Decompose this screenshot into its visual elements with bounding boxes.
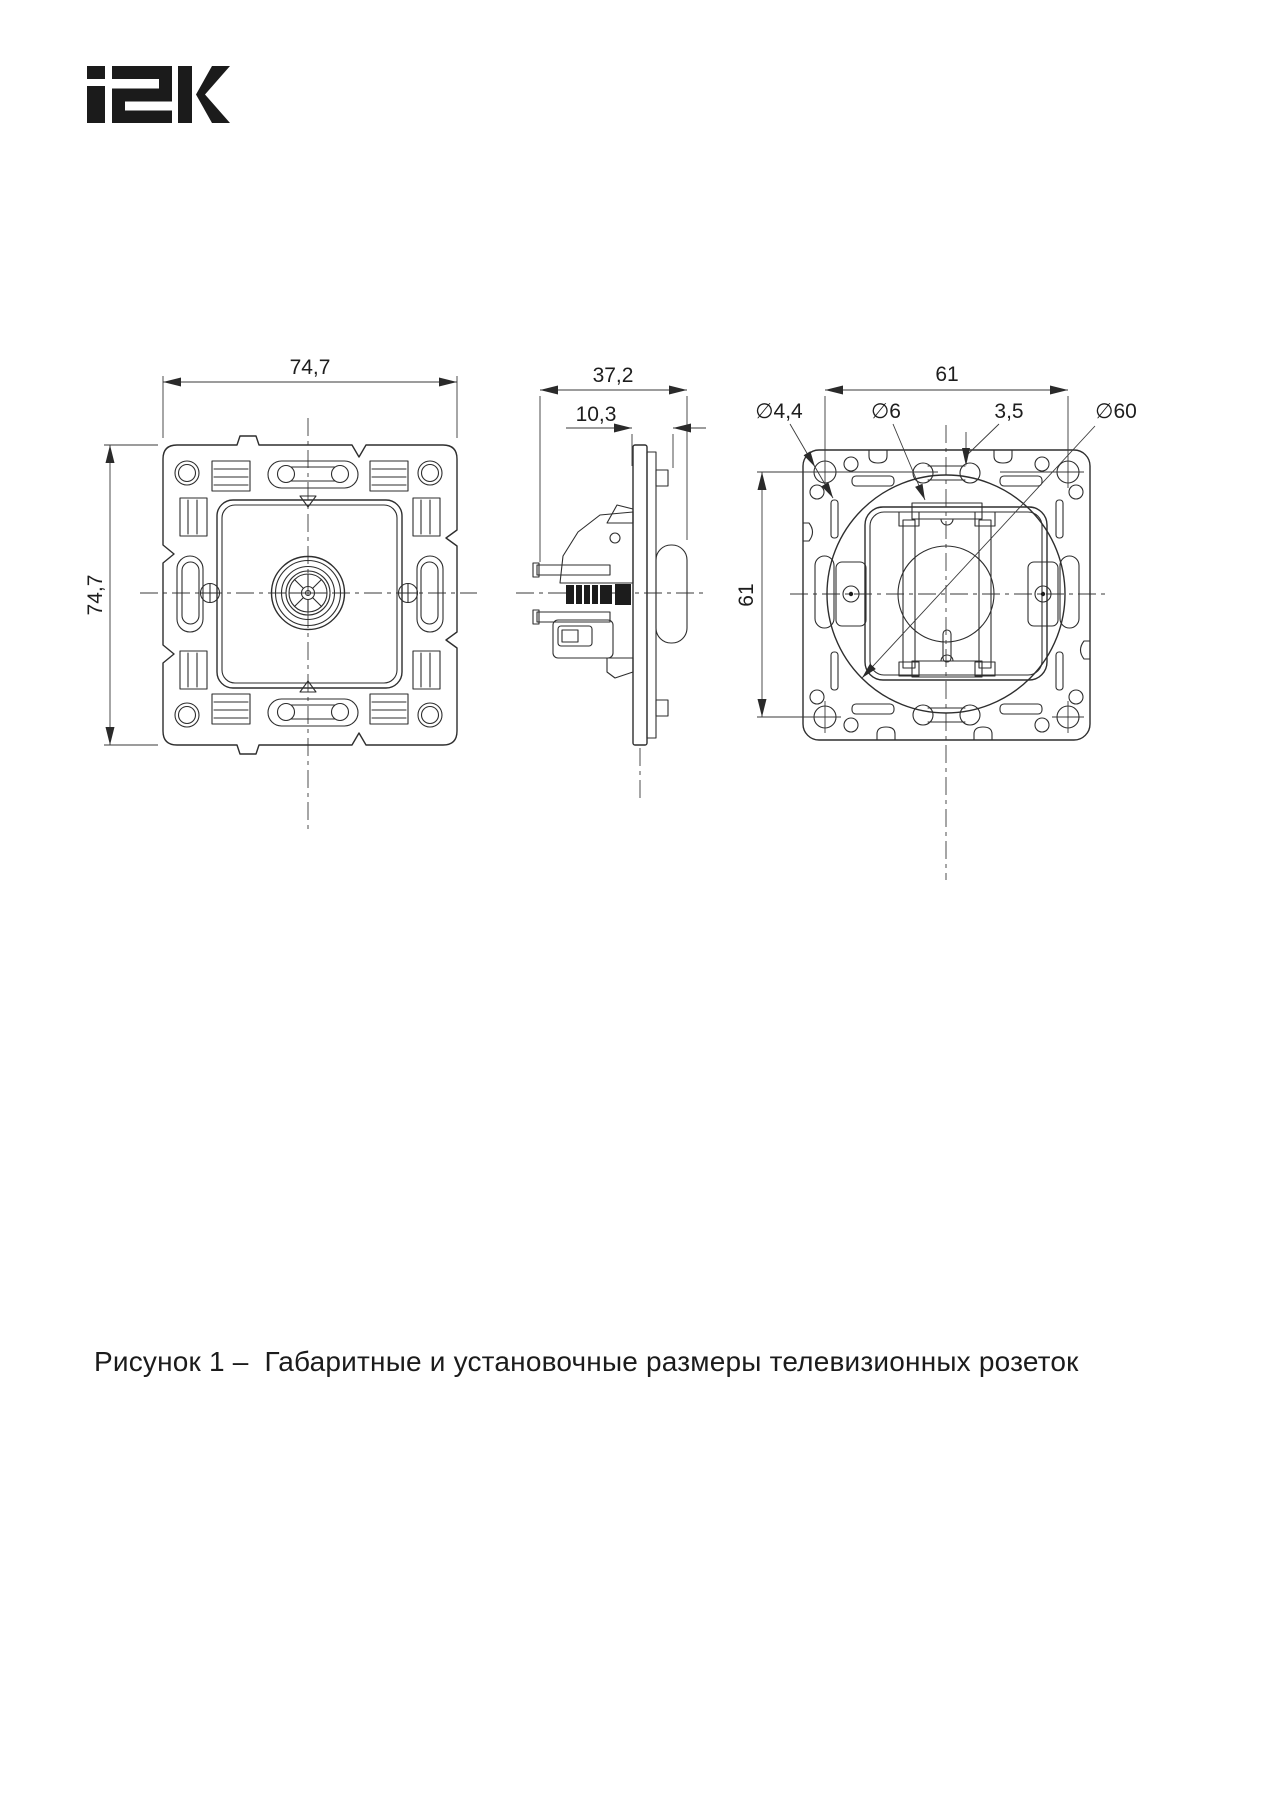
side-depth-dimension xyxy=(540,364,687,562)
rear-callout-corner-hole xyxy=(755,400,833,498)
front-right-kidney-slot xyxy=(417,556,443,632)
logo-e-glyph xyxy=(112,66,172,123)
rear-height-dimension xyxy=(735,472,814,717)
dim-front-height: 74,7 xyxy=(84,574,107,616)
side-front-depth-dimension xyxy=(566,403,706,468)
front-face-plate xyxy=(217,496,402,692)
front-width-dimension xyxy=(163,356,457,438)
rear-view xyxy=(735,363,1137,880)
rear-bottom-bone-slot xyxy=(913,705,980,725)
side-view xyxy=(516,364,706,800)
label-slot-width: 3,5 xyxy=(994,400,1024,423)
logo-k-lower-arm xyxy=(196,95,230,124)
dim-side-depth: 37,2 xyxy=(592,364,634,387)
logo-i-dot xyxy=(87,66,105,79)
front-height-dimension xyxy=(84,445,158,745)
dim-side-front-depth: 10,3 xyxy=(575,403,617,426)
rear-top-bone-slot xyxy=(913,463,980,483)
rear-width-dimension xyxy=(825,363,1068,456)
dim-rear-width: 61 xyxy=(935,363,959,386)
rear-callout-slot-width xyxy=(962,400,1024,466)
rear-mechanism xyxy=(865,503,1047,680)
rear-side-clamps xyxy=(815,556,1079,628)
front-top-slot xyxy=(268,461,358,488)
iek-logo xyxy=(87,66,230,123)
dim-rear-height: 61 xyxy=(735,583,758,607)
logo-i-stem xyxy=(87,86,105,123)
label-flange-dia: ∅60 xyxy=(1095,400,1137,423)
threaded-stud xyxy=(566,585,612,604)
logo-k-stem xyxy=(178,66,192,123)
label-slot-hole-dia: ∅6 xyxy=(871,400,901,423)
logo-k-upper-arm xyxy=(196,66,230,95)
front-bottom-slot xyxy=(268,699,358,726)
front-left-kidney-slot xyxy=(177,556,203,632)
dim-front-width: 74,7 xyxy=(289,356,331,379)
side-body xyxy=(533,445,687,745)
front-view xyxy=(84,356,477,832)
figure-caption: Рисунок 1 – Габаритные и установочные размеры телевизионных розеток xyxy=(94,1346,1079,1377)
label-corner-hole-dia: ∅4,4 xyxy=(755,400,803,423)
